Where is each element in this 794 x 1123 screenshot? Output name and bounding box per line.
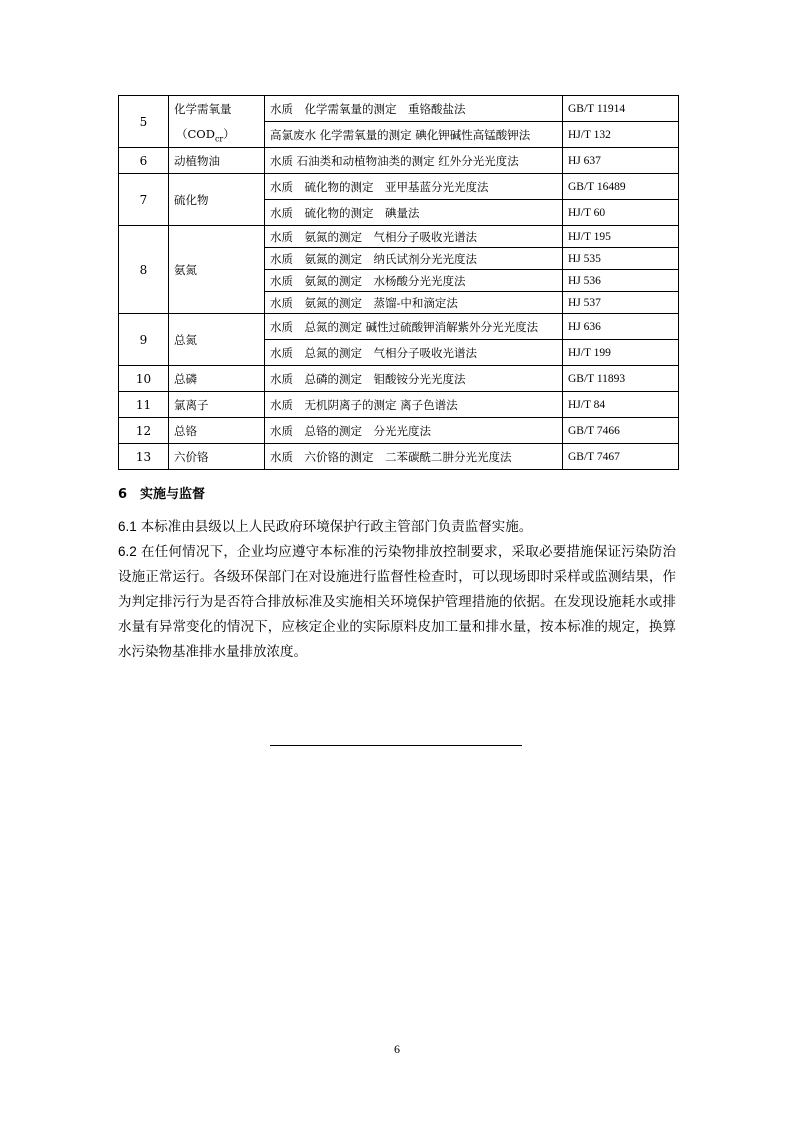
clause-text: 在任何情况下，企业均应遵守本标准的污染物排放控制要求，采取必要措施保证污染防治设施正常运行。各级环保部门在对设施进行监督性检查时，可以现场即时采样或监测结果，作为判定排污行为是否符合排放标准及实施相关环境保护管理措施的依据。在发现设施耗水或排水量有异常变化的情况下，应核定企业的实际原料皮加工量和排水量，按本标准的规定，换算水污染物基准排水量排放浓度。 xyxy=(118,544,676,660)
method-name: 高氯废水 化学需氧量的测定 碘化钾碱性高锰酸钾法 xyxy=(265,122,563,148)
row-number: 9 xyxy=(119,314,169,366)
row-number: 8 xyxy=(119,226,169,314)
section-heading xyxy=(118,483,205,502)
clause-number: 6.1 xyxy=(118,519,137,534)
pollutant-name: 化学需氧量 xyxy=(174,101,232,116)
method-name: 水质 无机阴离子的测定 离子色谱法 xyxy=(265,392,563,418)
clause-text: 本标准由县级以上人民政府环境保护行政主管部门负责监督实施。 xyxy=(140,519,533,535)
clause-6-2 xyxy=(118,539,676,665)
method-name: 水质 氨氮的测定 气相分子吸收光谱法 xyxy=(265,226,563,248)
standard-code: HJ 535 xyxy=(563,248,679,270)
formula-suffix: ） xyxy=(223,126,235,141)
table-row xyxy=(119,314,679,340)
standard-code: HJ 537 xyxy=(563,292,679,314)
method-name: 水质 氨氮的测定 蒸馏-中和滴定法 xyxy=(265,292,563,314)
standard-code: HJ/T 132 xyxy=(563,122,679,148)
pollutant-name: 总氮 xyxy=(169,314,265,366)
method-name: 水质 氨氮的测定 水杨酸分光光度法 xyxy=(265,270,563,292)
table-row xyxy=(119,96,679,122)
page-number: 6 xyxy=(394,1042,400,1056)
method-name: 水质 六价铬的测定 二苯碳酰二肼分光光度法 xyxy=(265,444,563,470)
method-name: 水质 总氮的测定 碱性过硫酸钾消解紫外分光光度法 xyxy=(265,314,563,340)
standard-code: HJ/T 84 xyxy=(563,392,679,418)
standard-code: HJ 536 xyxy=(563,270,679,292)
pollutant-formula xyxy=(174,122,259,147)
row-number: 6 xyxy=(119,148,169,174)
method-name: 水质 总氮的测定 气相分子吸收光谱法 xyxy=(265,340,563,366)
method-name: 水质 总磷的测定 钼酸铵分光光度法 xyxy=(265,366,563,392)
row-number: 13 xyxy=(119,444,169,470)
standard-code: GB/T 11914 xyxy=(563,96,679,122)
standard-code: GB/T 16489 xyxy=(563,174,679,200)
formula-prefix: （COD xyxy=(176,126,215,141)
standard-code: HJ/T 199 xyxy=(563,340,679,366)
pollutant-name: 氨氮 xyxy=(169,226,265,314)
standard-code: GB/T 7466 xyxy=(563,418,679,444)
table-row xyxy=(119,366,679,392)
row-number: 5 xyxy=(119,96,169,148)
pollutant-name: 六价铬 xyxy=(169,444,265,470)
pollutant-name: 硫化物 xyxy=(169,174,265,226)
pollutant-name: 总磷 xyxy=(169,366,265,392)
clause-number: 6.2 xyxy=(118,544,137,559)
standard-code: GB/T 11893 xyxy=(563,366,679,392)
standard-code: HJ/T 195 xyxy=(563,226,679,248)
table-row xyxy=(119,226,679,248)
method-name: 水质 硫化物的测定 碘量法 xyxy=(265,200,563,226)
section-number: 6 xyxy=(118,487,128,502)
row-number: 11 xyxy=(119,392,169,418)
table-row xyxy=(119,418,679,444)
formula-subscript: cr xyxy=(214,133,224,143)
pollutant-item xyxy=(169,96,265,148)
analysis-methods-table xyxy=(118,95,679,470)
standard-code: HJ/T 60 xyxy=(563,200,679,226)
standard-code: GB/T 7467 xyxy=(563,444,679,470)
method-name: 水质 化学需氧量的测定 重铬酸盐法 xyxy=(265,96,563,122)
method-name: 水质 氨氮的测定 纳氏试剂分光光度法 xyxy=(265,248,563,270)
clause-6-1 xyxy=(118,514,676,540)
pollutant-name: 氯离子 xyxy=(169,392,265,418)
table-row xyxy=(119,148,679,174)
row-number: 12 xyxy=(119,418,169,444)
table-row xyxy=(119,444,679,470)
section-title: 实施与监督 xyxy=(140,487,206,502)
standard-code: HJ 637 xyxy=(563,148,679,174)
pollutant-name: 动植物油 xyxy=(169,148,265,174)
table-row xyxy=(119,174,679,200)
table-row xyxy=(119,392,679,418)
method-name: 水质 石油类和动植物油类的测定 红外分光光度法 xyxy=(265,148,563,174)
end-of-document-rule xyxy=(270,745,522,746)
table-body xyxy=(119,96,679,470)
row-number: 10 xyxy=(119,366,169,392)
row-number: 7 xyxy=(119,174,169,226)
method-name: 水质 硫化物的测定 亚甲基蓝分光光度法 xyxy=(265,174,563,200)
pollutant-name: 总铬 xyxy=(169,418,265,444)
method-name: 水质 总铬的测定 分光光度法 xyxy=(265,418,563,444)
standard-code: HJ 636 xyxy=(563,314,679,340)
